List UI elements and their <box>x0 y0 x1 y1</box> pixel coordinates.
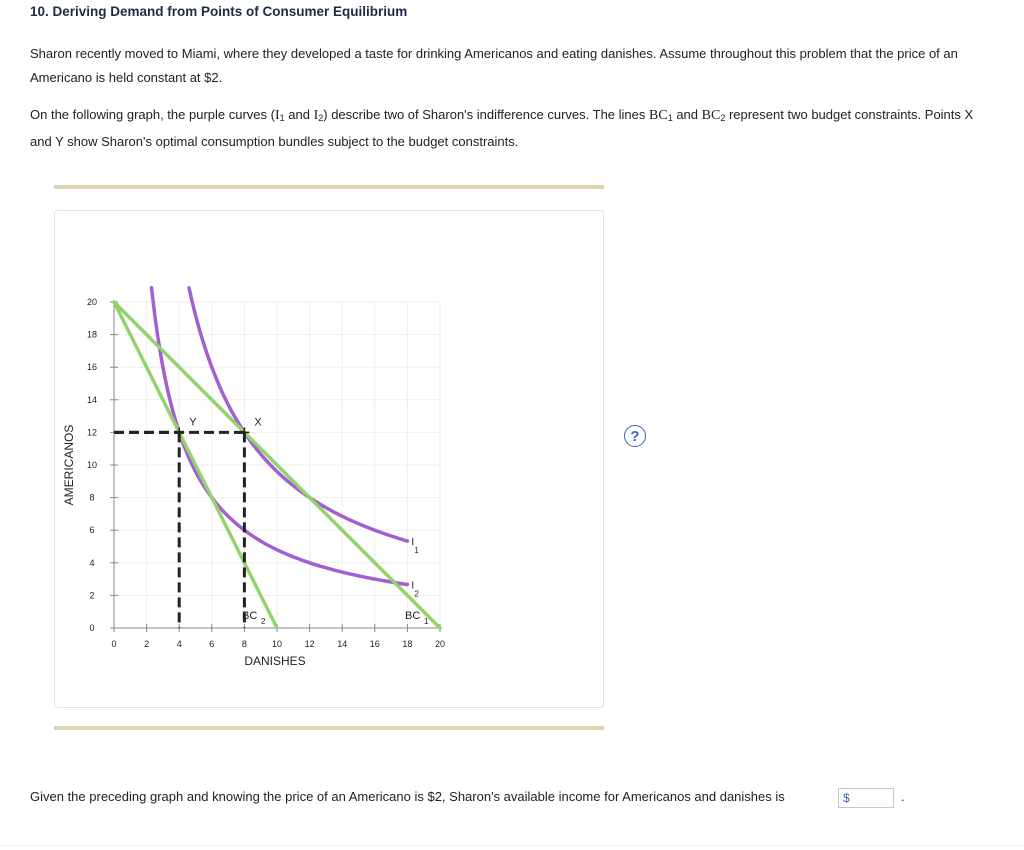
desc-text: represent two budget constraints. Points X and Y show Sharon's optimal consumption bundles subject to the budget constraints. <box>30 107 974 149</box>
page-bottom-border <box>0 845 1024 846</box>
income-question: Given the preceding graph and knowing the price of an Americano is $2, Sharon's available income for Americanos and danishes is <box>30 789 785 804</box>
point-label-y: Y <box>189 416 197 429</box>
x-tick-label: 10 <box>271 639 283 649</box>
x-tick-label: 20 <box>434 639 446 649</box>
desc-i2: I <box>313 108 319 123</box>
budget-label-bc1: BC <box>405 610 421 622</box>
curve-label-sub: 2 <box>414 589 419 599</box>
desc-text: On the following graph, the purple curves ( <box>30 107 275 122</box>
budget-label-sub: 2 <box>261 617 266 626</box>
y-tick-label: 12 <box>86 427 98 438</box>
income-answer-field[interactable] <box>838 788 894 808</box>
desc-text: ) describe two of Sharon's indifference curves. The lines <box>323 107 649 122</box>
desc-bc2: BC <box>701 108 721 123</box>
intro-paragraph: Sharon recently moved to Miami, where they developed a taste for drinking Americanos and eating danishes. Assume throughout this problem that the price of an Americano is held constant at $2. <box>30 46 958 85</box>
x-tick-label: 18 <box>402 639 413 649</box>
desc-text: and <box>672 107 702 122</box>
divider-bottom <box>54 726 604 730</box>
desc-i1: I <box>274 108 280 123</box>
curve-label-sub: 1 <box>414 546 419 556</box>
y-tick-label: 8 <box>89 492 95 503</box>
desc-text: and <box>284 107 314 122</box>
income-input[interactable] <box>853 790 891 806</box>
budget-label-sub: 1 <box>424 617 429 626</box>
desc-bc1: BC <box>649 108 668 123</box>
x-tick-label: 6 <box>209 639 215 649</box>
desc-bc2-sub: 2 <box>720 113 726 123</box>
desc-i1-sub: 1 <box>279 113 285 123</box>
y-tick-label: 4 <box>89 557 95 568</box>
y-axis-title: AMERICANOS <box>62 424 76 506</box>
desc-i2-sub: 2 <box>318 113 324 123</box>
help-icon[interactable]: ? <box>624 425 646 447</box>
y-tick-label: 2 <box>89 590 95 601</box>
budget-label-bc2: BC <box>242 610 258 622</box>
x-tick-label: 16 <box>369 639 380 649</box>
y-tick-label: 0 <box>89 623 95 633</box>
x-tick-label: 2 <box>144 639 150 649</box>
desc-bc1-sub: 1 <box>667 113 673 123</box>
curve-label-i2: I <box>411 580 415 592</box>
x-tick-label: 8 <box>241 639 247 649</box>
x-tick-label: 12 <box>304 639 315 649</box>
y-tick-label: 6 <box>89 525 95 536</box>
dollar-sign: $ <box>843 791 850 805</box>
indifference-curve-i2 <box>152 288 408 585</box>
point-label-x: X <box>254 416 262 429</box>
problem-title: 10. Deriving Demand from Points of Consumer Equilibrium <box>30 4 408 19</box>
curve-label-i1: I <box>411 537 415 549</box>
x-tick-label: 0 <box>111 639 117 649</box>
y-tick-label: 16 <box>86 362 98 373</box>
x-axis-title: DANISHES <box>244 654 306 668</box>
x-tick-label: 4 <box>176 639 182 649</box>
y-tick-label: 14 <box>86 394 98 405</box>
question-period: . <box>901 789 905 804</box>
y-tick-label: 18 <box>86 329 98 340</box>
x-tick-label: 14 <box>337 639 348 649</box>
y-tick-label: 10 <box>86 460 98 470</box>
y-tick-label: 20 <box>86 297 98 307</box>
